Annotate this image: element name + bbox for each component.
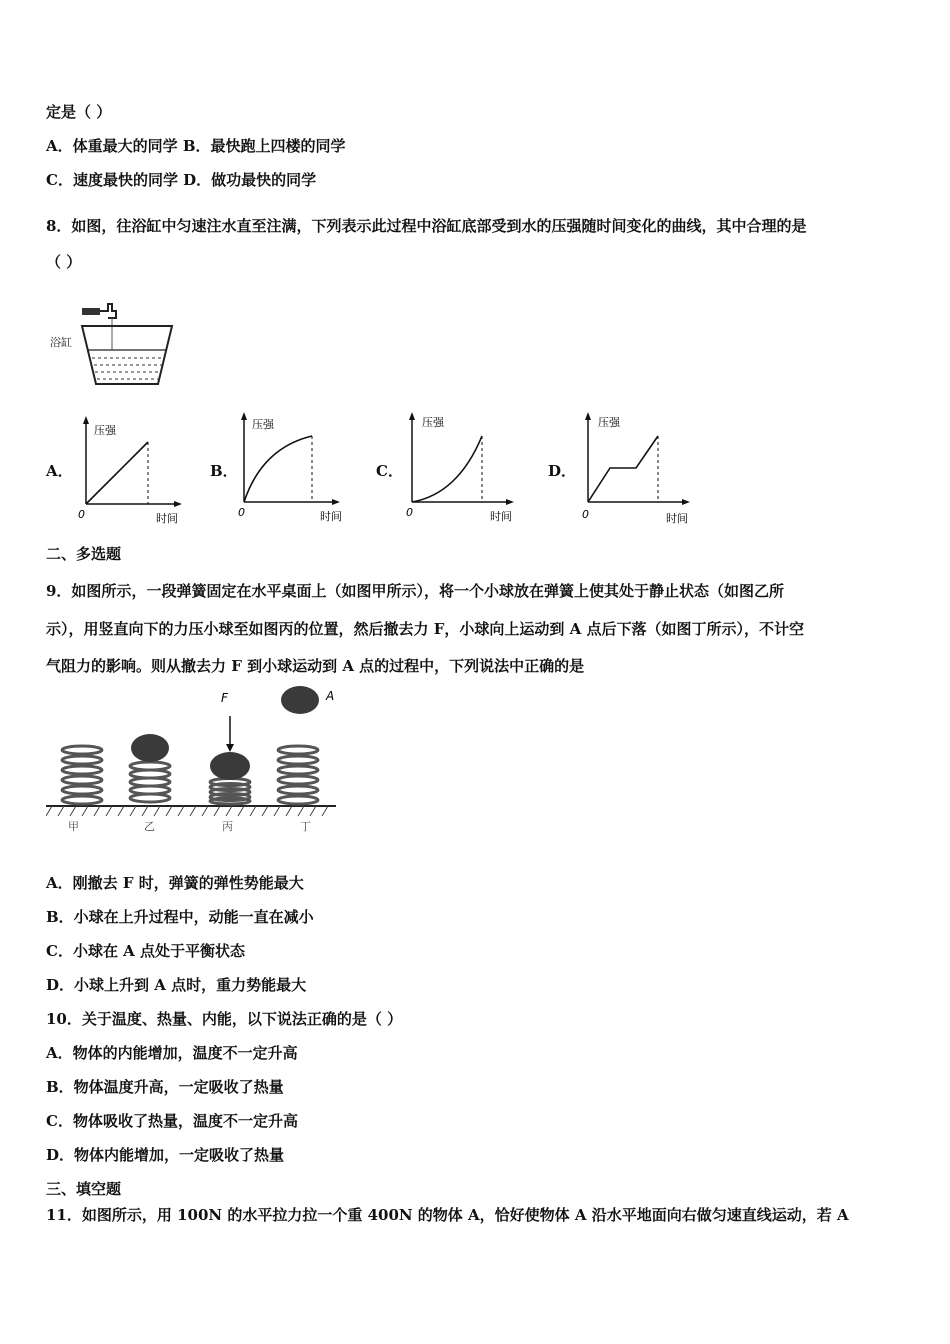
y-arrow-icon [585,412,591,420]
q9-stem-line2: 示），用竖直向下的力压小球至如图丙的位置，然后撤去力 F，小球向上运动到 A 点后下落（如图丁所示），不计空 [46,620,804,638]
q9-option-a: A．刚撤去 F 时，弹簧的弹性势能最大 [46,874,304,892]
x-arrow-icon [174,501,182,507]
tub-outline [82,326,172,384]
spring-jia [62,746,102,804]
faucet-icon [100,304,116,318]
q9-option-d: D．小球上升到 A 点时，重力势能最大 [46,976,307,994]
force-label: F [221,691,228,705]
graph-b-label: B． [210,462,238,480]
pressure-curve [588,436,658,502]
point-a-label: A [326,689,335,703]
springs-figure [46,682,346,832]
y-label: 压强 [422,416,444,429]
origin-label: 0 [406,506,413,519]
x-arrow-icon [506,499,514,505]
spring-ding [278,746,318,804]
q9-stem-line1: 9．如图所示，一段弹簧固定在水平桌面上（如图甲所示），将一个小球放在弹簧上使其处于静止状态（如图乙所 [46,582,784,600]
x-label: 时间 [320,510,342,523]
q11-stem: 11．如图所示，用 100N 的水平拉力拉一个重 400N 的物体 A，恰好使物体 A 沿水平地面向右做匀速直线运动，若 A [46,1206,849,1224]
graph-c [402,408,522,526]
origin-label: 0 [582,508,589,521]
pressure-curve [244,436,312,502]
caption-jia: 甲 [68,820,79,832]
spring-bing [210,779,250,805]
graph-c-label: C． [376,462,403,480]
pressure-curve [86,442,148,504]
y-label: 压强 [94,424,116,437]
spring-yi [130,762,170,802]
x-label: 时间 [490,510,512,523]
q7-options-row1: A．体重最大的同学 B．最快跑上四楼的同学 [46,137,346,155]
q10-option-b: B．物体温度升高，一定吸收了热量 [46,1078,284,1096]
x-arrow-icon [682,499,690,505]
water-fill [92,358,164,379]
y-label: 压强 [598,416,620,429]
ground-hatch [46,806,328,816]
force-arrow-icon [226,744,234,752]
caption-bing: 丙 [222,820,233,832]
q10-option-d: D．物体内能增加，一定吸收了热量 [46,1146,285,1164]
y-arrow-icon [83,416,89,424]
caption-yi: 乙 [144,820,155,832]
x-arrow-icon [332,499,340,505]
caption-ding: 丁 [300,820,311,832]
graph-a-label: A． [46,462,73,480]
q9-option-b: B．小球在上升过程中，动能一直在减小 [46,908,314,926]
graph-d [578,408,698,526]
ball-bing [210,752,250,780]
section-3-heading: 三、填空题 [46,1180,122,1198]
q10-option-a: A．物体的内能增加，温度不一定升高 [46,1044,298,1062]
x-label: 时间 [156,512,178,525]
q9-option-c: C．小球在 A 点处于平衡状态 [46,942,246,960]
ball-yi [131,734,169,762]
pressure-curve [412,436,482,502]
q10-option-c: C．物体吸收了热量，温度不一定升高 [46,1112,298,1130]
graph-a [76,412,186,530]
section-2-heading: 二、多选题 [46,545,122,563]
bathtub-figure [46,298,186,390]
ball-ding [281,686,319,714]
q9-stem-line3: 气阻力的影响。则从撤去力 F 到小球运动到 A 点的过程中，下列说法中正确的是 [46,657,585,675]
y-arrow-icon [409,412,415,420]
q8-stem-line2: （ ） [46,253,82,271]
origin-label: 0 [78,508,85,521]
graph-b [234,408,344,526]
y-arrow-icon [241,412,247,420]
graph-d-label: D． [548,462,577,480]
origin-label: 0 [238,506,245,519]
faucet-handle [82,308,100,315]
tub-label: 浴缸 [50,336,72,349]
q7-options-row2: C．速度最快的同学 D．做功最快的同学 [46,171,317,189]
y-label: 压强 [252,418,274,431]
x-label: 时间 [666,512,688,525]
q8-stem-line1: 8．如图，往浴缸中匀速注水直至注满，下列表示此过程中浴缸底部受到水的压强随时间变化的曲线，其中合理的是 [46,217,807,235]
q10-stem: 10．关于温度、热量、内能，以下说法正确的是（ ） [46,1010,403,1028]
q7-stem-tail: 定是（ ） [46,103,112,121]
